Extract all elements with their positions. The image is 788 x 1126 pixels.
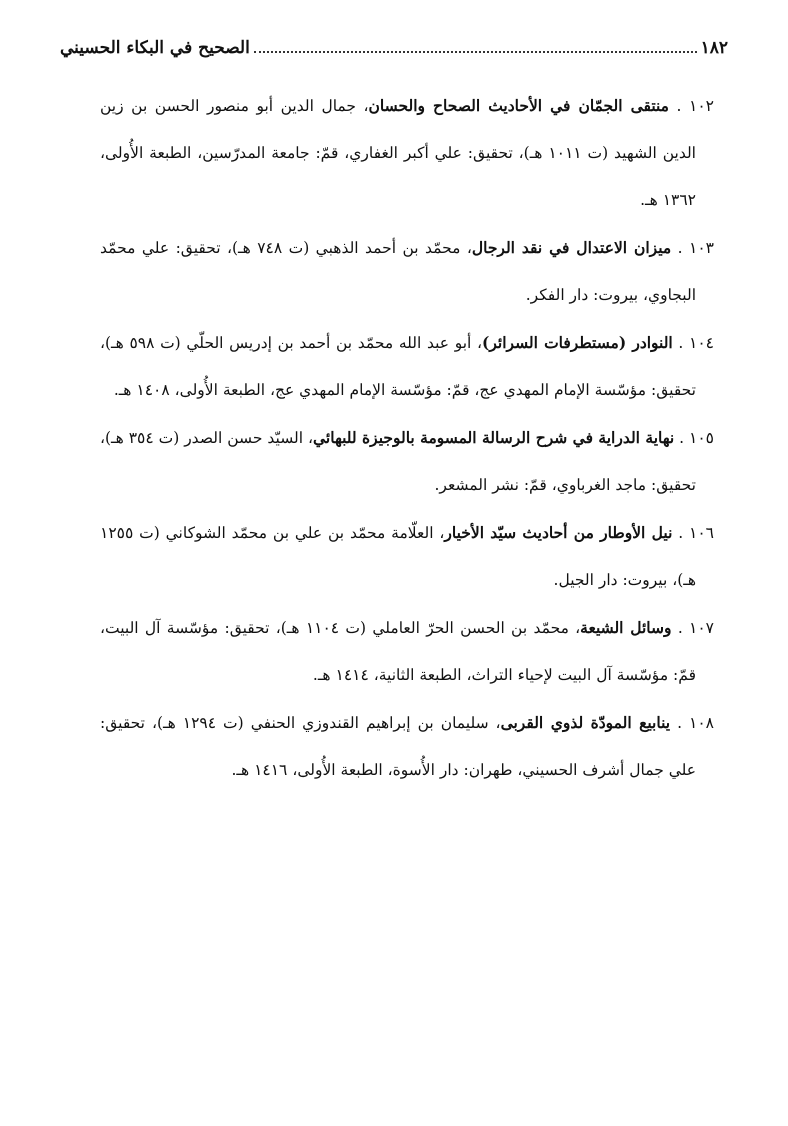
entry-number: ١٠٧ . — [677, 619, 715, 637]
page-number: ١٨٢ — [700, 38, 728, 58]
entry-details: ، أبو عبد الله محمّد بن أحمد بن إدريس الحلّي (ت ٥٩٨ هـ)، تحقيق: مؤسّسة الإمام المهدي عج، قمّ: مؤسّسة الإمام المهدي عج، الطبعة الأُولى، ١٤٠٨ هـ. — [100, 334, 696, 399]
entry-details: ، محمّد بن الحسن الحرّ العاملي (ت ١١٠٤ هـ)، تحقيق: مؤسّسة آل البيت، قمّ: مؤسّسة آل البيت لإحياء التراث، الطبعة الثانية، ١٤١٤ هـ. — [100, 619, 696, 684]
entry-details: ، السيّد حسن الصدر (ت ٣٥٤ هـ)، تحقيق: ماجد الغرباوي، قمّ: نشر المشعر. — [100, 429, 696, 494]
bibliography-entry — [100, 509, 714, 604]
entry-title: وسائل الشيعة — [580, 618, 672, 637]
entry-details: ، العلّامة محمّد بن علي بن محمّد الشوكاني (ت ١٢٥٥ هـ)، بيروت: دار الجيل. — [100, 524, 696, 589]
entry-number: ١٠٦ . — [678, 524, 714, 542]
entry-details: ، محمّد بن أحمد الذهبي (ت ٧٤٨ هـ)، تحقيق: علي محمّد البجاوي، بيروت: دار الفكر. — [100, 239, 696, 304]
entry-title: ميزان الاعتدال في نقد الرجال — [471, 238, 672, 257]
entry-number: ١٠٣ . — [677, 239, 714, 257]
entry-details: ، سليمان بن إبراهيم القندوزي الحنفي (ت ١٢٩٤ هـ)، تحقيق: علي جمال أشرف الحسيني، طهران: دار الأُسوة، الطبعة الأُولى، ١٤١٦ هـ. — [100, 714, 696, 779]
entry-title: نيل الأوطار من أحاديث سيّد الأخيار — [444, 523, 673, 542]
entry-number: ١٠٤ . — [678, 334, 714, 352]
entry-number: ١٠٢ . — [676, 97, 714, 115]
running-title: الصحيح في البكاء الحسيني — [60, 38, 250, 58]
entry-title: ينابيع المودّة لذوي القربى — [500, 713, 671, 732]
entry-title: النوادر (مستطرفات السرائر) — [482, 333, 673, 352]
bibliography-entry — [100, 319, 714, 414]
entry-number: ١٠٨ . — [677, 714, 715, 732]
bibliography-list — [100, 82, 714, 794]
entry-details: ، جمال الدين أبو منصور الحسن بن زين الدين الشهيد (ت ١٠١١ هـ)، تحقيق: علي أكبر الغفاري، قمّ: جامعة المدرّسين، الطبعة الأُولى، ١٣٦٢ هـ. — [100, 97, 696, 209]
dotted-leader — [254, 51, 697, 53]
entry-title: منتقى الجمّان في الأحاديث الصحاح والحسان — [368, 96, 669, 115]
bibliography-entry — [100, 414, 714, 509]
entry-title: نهاية الدراية في شرح الرسالة المسومة بالوجيزة للبهائي — [313, 428, 675, 447]
bibliography-entry — [100, 699, 714, 794]
bibliography-entry — [100, 604, 714, 699]
running-header — [60, 34, 728, 58]
bibliography-entry — [100, 82, 714, 224]
entry-number: ١٠٥ . — [679, 429, 714, 447]
bibliography-entry — [100, 224, 714, 319]
